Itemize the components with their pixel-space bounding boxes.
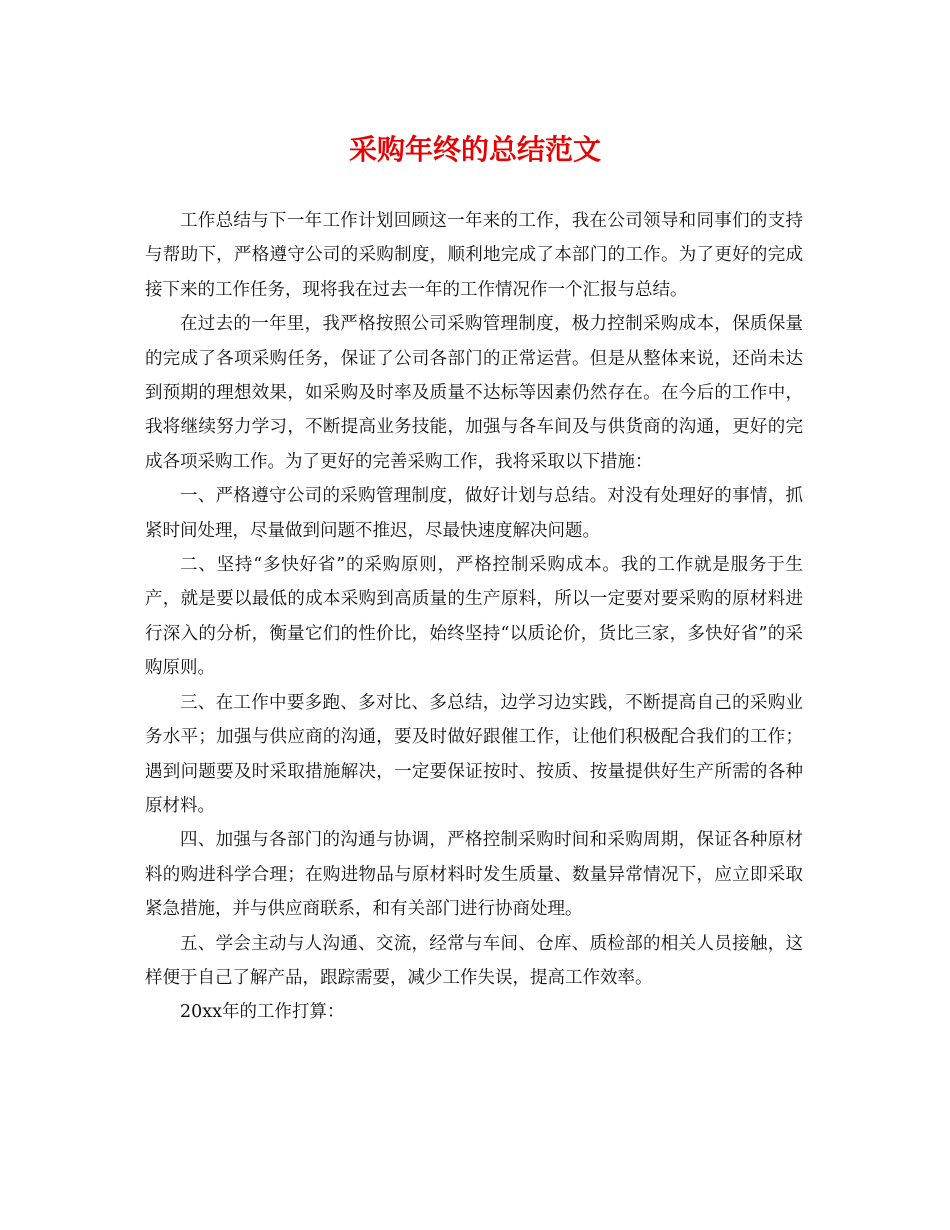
paragraph-measure-5: 五、学会主动与人沟通、交流，经常与车间、仓库、质检部的相关人员接触，这样便于自己了解产品，跟踪需要，减少工作失误，提高工作效率。 — [145, 933, 803, 988]
paragraph-overview: 在过去的一年里，我严格按照公司采购管理制度，极力控制采购成本，保质保量的完成了各项采购任务，保证了公司各部门的正常运营。但是从整体来说，还尚未达到预期的理想效果，如采购及时率及质量不达标等因素仍然存在。在今后的工作中，我将继续努力学习，不断提高业务技能，加强与各车间及与供货商的沟通，更好的完成各项采购工作。为了更好的完善采购工作，我将采取以下措施： — [145, 314, 803, 472]
paragraph-measure-1: 一、严格遵守公司的采购管理制度，做好计划与总结。对没有处理好的事情，抓紧时间处理，尽量做到问题不推迟，尽最快速度解决问题。 — [145, 486, 803, 541]
paragraph-plan-heading: 20xx年的工作打算： — [180, 1002, 345, 1023]
paragraph-measure-4: 四、加强与各部门的沟通与协调，严格控制采购时间和采购周期，保证各种原材料的购进科学合理；在购进物品与原材料时发生质量、数量异常情况下，应立即采取紧急措施，并与供应商联系，和有关部门进行协商处理。 — [145, 830, 803, 920]
paragraph-measure-3: 三、在工作中要多跑、多对比、多总结，边学习边实践，不断提高自己的采购业务水平；加强与供应商的沟通，要及时做好跟催工作，让他们积极配合我们的工作；遇到问题要及时采取措施解决，一定要保证按时、按质、按量提供好生产所需的各种原材料。 — [145, 692, 803, 816]
paragraph-measure-2: 二、坚持“多快好省”的采购原则，严格控制采购成本。我的工作就是服务于生产，就是要以最低的成本采购到高质量的生产原料，所以一定要对要采购的原材料进行深入的分析，衡量它们的性价比，始终坚持“以质论价，货比三家，多快好省”的采购原则。 — [145, 555, 803, 679]
document-body — [145, 204, 803, 1030]
paragraph-intro: 工作总结与下一年工作计划回顾这一年来的工作，我在公司领导和同事们的支持与帮助下，严格遵守公司的采购制度，顺利地完成了本部门的工作。为了更好的完成接下来的工作任务，现将我在过去一年的工作情况作一个汇报与总结。 — [145, 211, 803, 300]
document-title: 采购年终的总结范文 — [348, 133, 601, 166]
